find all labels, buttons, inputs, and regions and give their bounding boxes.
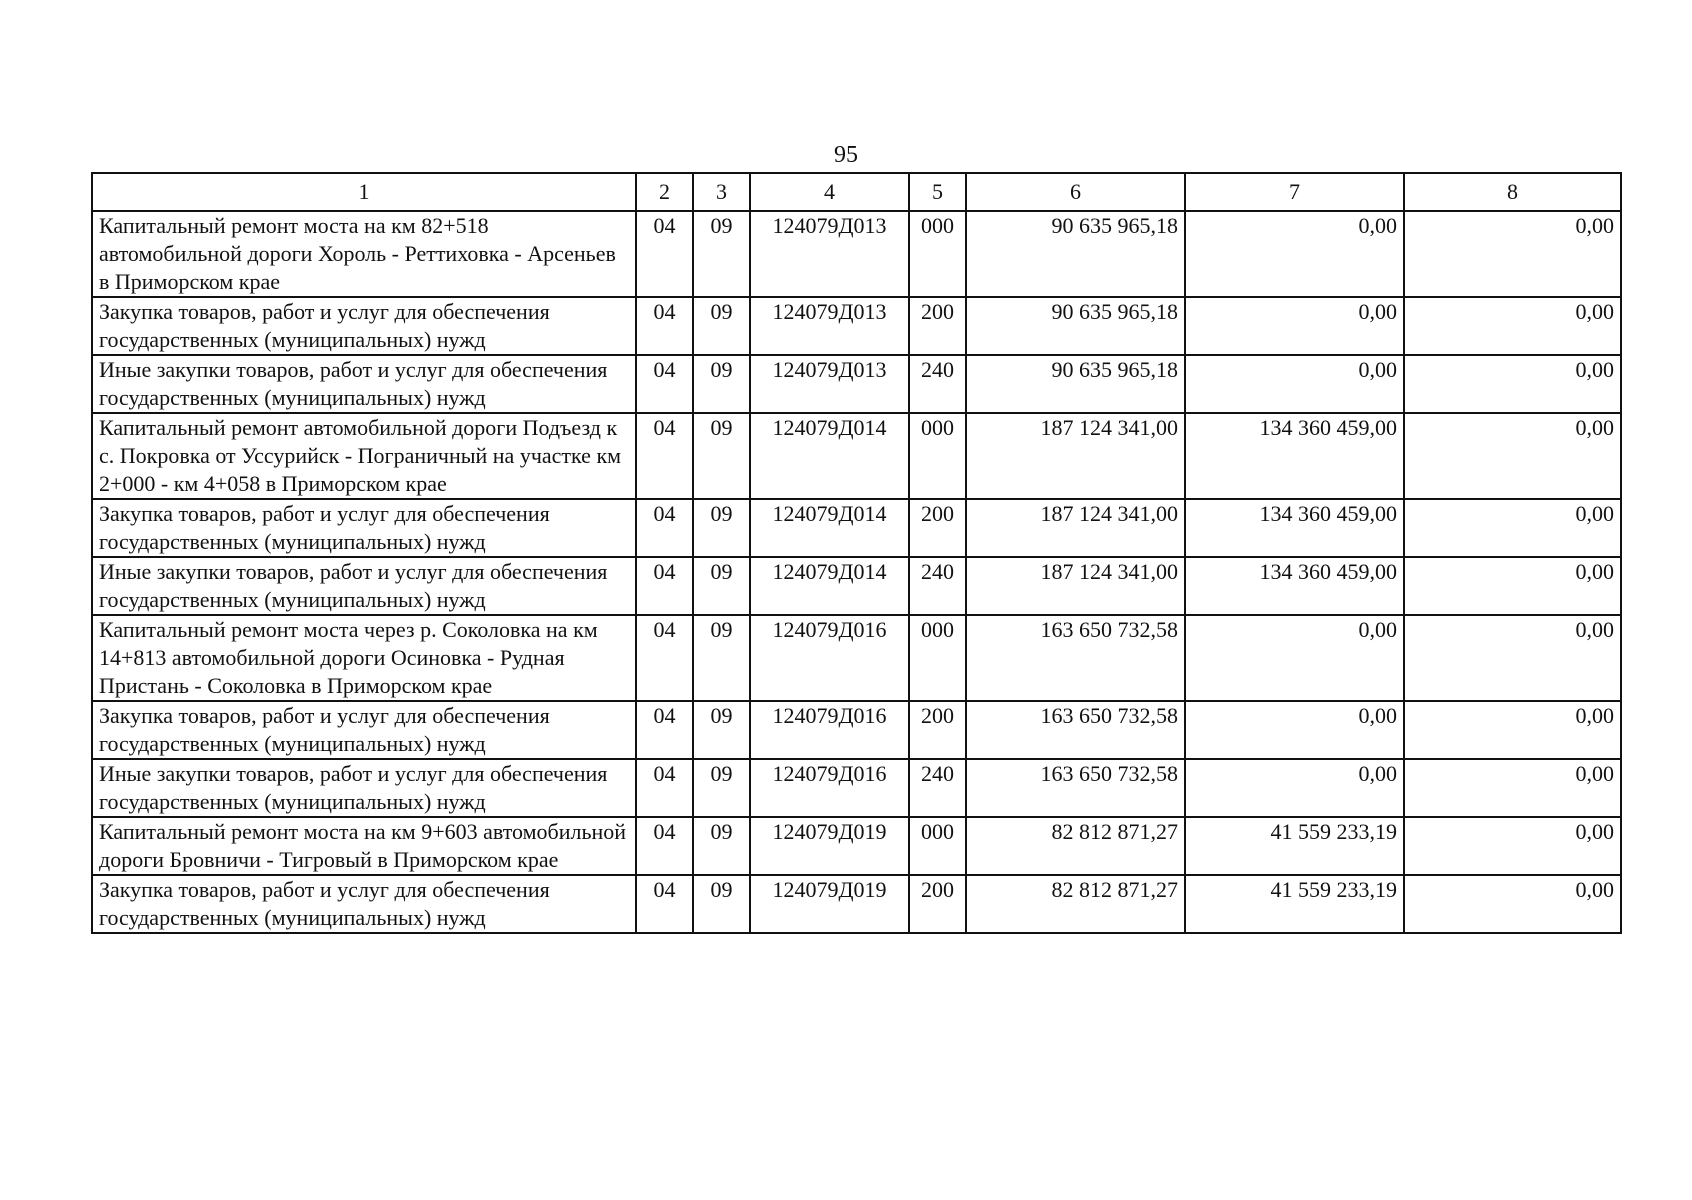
table-row <box>92 701 1621 759</box>
amount-col6-cell: 82 812 871,27 <box>966 817 1185 875</box>
section-code-cell: 04 <box>636 211 693 297</box>
amount-col7-cell: 134 360 459,00 <box>1185 499 1404 557</box>
target-article-cell: 124079Д014 <box>750 413 909 499</box>
amount-col6-cell: 90 635 965,18 <box>966 211 1185 297</box>
expense-type-cell: 240 <box>909 759 966 817</box>
subsection-code-cell: 09 <box>693 615 750 701</box>
column-header: 8 <box>1404 173 1621 211</box>
table-row <box>92 297 1621 355</box>
expense-type-cell: 000 <box>909 615 966 701</box>
target-article-cell: 124079Д019 <box>750 817 909 875</box>
amount-col7-cell: 0,00 <box>1185 355 1404 413</box>
expense-type-cell: 200 <box>909 297 966 355</box>
row-name-cell: Капитальный ремонт моста на км 9+603 автомобильной дороги Бровничи - Тигровый в Приморском крае <box>92 817 636 875</box>
amount-col7-cell: 0,00 <box>1185 701 1404 759</box>
table-row <box>92 499 1621 557</box>
column-header: 1 <box>92 173 636 211</box>
budget-table <box>91 172 1622 934</box>
section-code-cell: 04 <box>636 759 693 817</box>
target-article-cell: 124079Д014 <box>750 557 909 615</box>
subsection-code-cell: 09 <box>693 759 750 817</box>
table-row <box>92 615 1621 701</box>
section-code-cell: 04 <box>636 615 693 701</box>
expense-type-cell: 000 <box>909 211 966 297</box>
row-name-cell: Капитальный ремонт моста на км 82+518 автомобильной дороги Хороль - Реттиховка - Арсеньев в Приморском крае <box>92 211 636 297</box>
table-row <box>92 875 1621 933</box>
column-header: 5 <box>909 173 966 211</box>
amount-col8-cell: 0,00 <box>1404 557 1621 615</box>
amount-col8-cell: 0,00 <box>1404 615 1621 701</box>
amount-col6-cell: 163 650 732,58 <box>966 759 1185 817</box>
section-code-cell: 04 <box>636 817 693 875</box>
row-name-cell: Закупка товаров, работ и услуг для обеспечения государственных (муниципальных) нужд <box>92 701 636 759</box>
amount-col6-cell: 163 650 732,58 <box>966 701 1185 759</box>
row-name-cell: Закупка товаров, работ и услуг для обеспечения государственных (муниципальных) нужд <box>92 297 636 355</box>
target-article-cell: 124079Д013 <box>750 355 909 413</box>
expense-type-cell: 000 <box>909 817 966 875</box>
amount-col6-cell: 187 124 341,00 <box>966 413 1185 499</box>
row-name-cell: Капитальный ремонт автомобильной дороги Подъезд к с. Покровка от Уссурийск - Пограничный на участке км 2+000 - км 4+058 в Приморском крае <box>92 413 636 499</box>
amount-col7-cell: 41 559 233,19 <box>1185 817 1404 875</box>
amount-col6-cell: 187 124 341,00 <box>966 499 1185 557</box>
expense-type-cell: 240 <box>909 557 966 615</box>
expense-type-cell: 000 <box>909 413 966 499</box>
table-row <box>92 413 1621 499</box>
column-header: 3 <box>693 173 750 211</box>
amount-col7-cell: 0,00 <box>1185 297 1404 355</box>
expense-type-cell: 240 <box>909 355 966 413</box>
amount-col8-cell: 0,00 <box>1404 701 1621 759</box>
amount-col8-cell: 0,00 <box>1404 759 1621 817</box>
amount-col6-cell: 90 635 965,18 <box>966 355 1185 413</box>
expense-type-cell: 200 <box>909 499 966 557</box>
target-article-cell: 124079Д016 <box>750 615 909 701</box>
row-name-cell: Закупка товаров, работ и услуг для обеспечения государственных (муниципальных) нужд <box>92 875 636 933</box>
subsection-code-cell: 09 <box>693 557 750 615</box>
row-name-cell: Закупка товаров, работ и услуг для обеспечения государственных (муниципальных) нужд <box>92 499 636 557</box>
amount-col6-cell: 82 812 871,27 <box>966 875 1185 933</box>
table-row <box>92 817 1621 875</box>
column-header: 7 <box>1185 173 1404 211</box>
row-name-cell: Иные закупки товаров, работ и услуг для обеспечения государственных (муниципальных) нужд <box>92 557 636 615</box>
section-code-cell: 04 <box>636 499 693 557</box>
subsection-code-cell: 09 <box>693 355 750 413</box>
subsection-code-cell: 09 <box>693 701 750 759</box>
table-row <box>92 557 1621 615</box>
subsection-code-cell: 09 <box>693 297 750 355</box>
amount-col8-cell: 0,00 <box>1404 297 1621 355</box>
row-name-cell: Капитальный ремонт моста через р. Соколовка на км 14+813 автомобильной дороги Осиновка - Рудная Пристань - Соколовка в Приморском крае <box>92 615 636 701</box>
column-header: 2 <box>636 173 693 211</box>
section-code-cell: 04 <box>636 297 693 355</box>
expense-type-cell: 200 <box>909 701 966 759</box>
amount-col8-cell: 0,00 <box>1404 875 1621 933</box>
subsection-code-cell: 09 <box>693 211 750 297</box>
amount-col7-cell: 0,00 <box>1185 211 1404 297</box>
table-row <box>92 759 1621 817</box>
section-code-cell: 04 <box>636 355 693 413</box>
amount-col6-cell: 163 650 732,58 <box>966 615 1185 701</box>
amount-col7-cell: 0,00 <box>1185 615 1404 701</box>
subsection-code-cell: 09 <box>693 875 750 933</box>
section-code-cell: 04 <box>636 701 693 759</box>
amount-col7-cell: 0,00 <box>1185 759 1404 817</box>
target-article-cell: 124079Д019 <box>750 875 909 933</box>
column-header: 6 <box>966 173 1185 211</box>
expense-type-cell: 200 <box>909 875 966 933</box>
section-code-cell: 04 <box>636 875 693 933</box>
subsection-code-cell: 09 <box>693 413 750 499</box>
page-number: 95 <box>834 142 858 168</box>
subsection-code-cell: 09 <box>693 499 750 557</box>
column-number-row <box>92 173 1621 211</box>
amount-col7-cell: 134 360 459,00 <box>1185 413 1404 499</box>
section-code-cell: 04 <box>636 557 693 615</box>
table-row <box>92 355 1621 413</box>
amount-col6-cell: 187 124 341,00 <box>966 557 1185 615</box>
amount-col6-cell: 90 635 965,18 <box>966 297 1185 355</box>
row-name-cell: Иные закупки товаров, работ и услуг для обеспечения государственных (муниципальных) нужд <box>92 759 636 817</box>
target-article-cell: 124079Д014 <box>750 499 909 557</box>
target-article-cell: 124079Д013 <box>750 211 909 297</box>
subsection-code-cell: 09 <box>693 817 750 875</box>
amount-col8-cell: 0,00 <box>1404 499 1621 557</box>
amount-col8-cell: 0,00 <box>1404 211 1621 297</box>
row-name-cell: Иные закупки товаров, работ и услуг для обеспечения государственных (муниципальных) нужд <box>92 355 636 413</box>
amount-col7-cell: 134 360 459,00 <box>1185 557 1404 615</box>
amount-col8-cell: 0,00 <box>1404 355 1621 413</box>
target-article-cell: 124079Д016 <box>750 701 909 759</box>
column-header: 4 <box>750 173 909 211</box>
table-row <box>92 211 1621 297</box>
amount-col8-cell: 0,00 <box>1404 413 1621 499</box>
target-article-cell: 124079Д016 <box>750 759 909 817</box>
target-article-cell: 124079Д013 <box>750 297 909 355</box>
amount-col7-cell: 41 559 233,19 <box>1185 875 1404 933</box>
section-code-cell: 04 <box>636 413 693 499</box>
amount-col8-cell: 0,00 <box>1404 817 1621 875</box>
